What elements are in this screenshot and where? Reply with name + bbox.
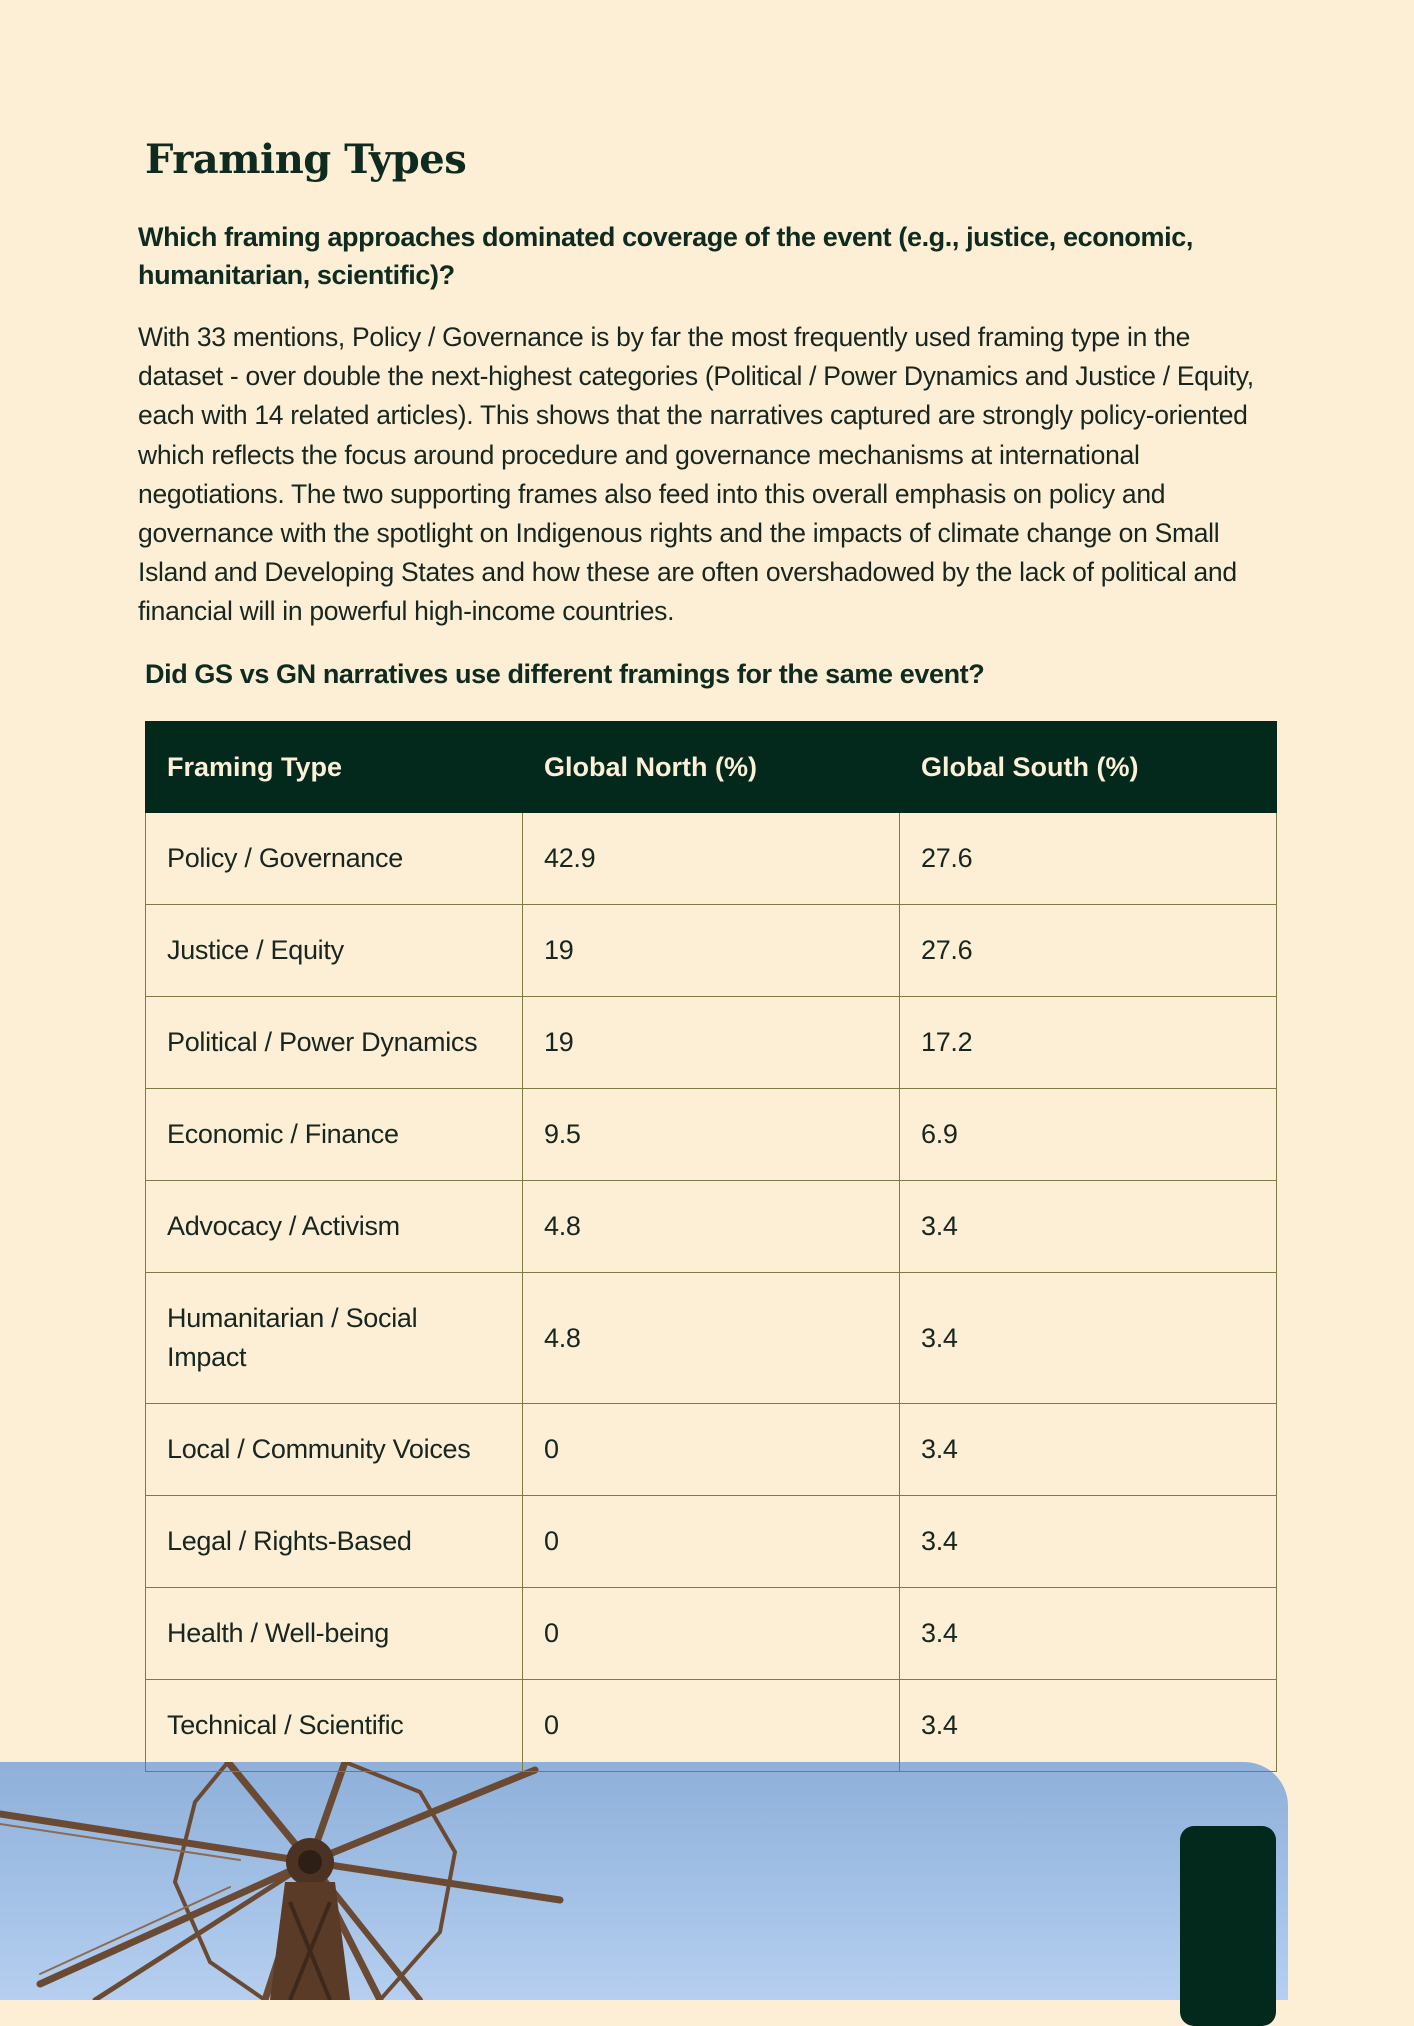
body-paragraph: With 33 mentions, Policy / Governance is by far the most frequently used framing type in the dataset - over double the next-highest categories (Political / Power Dynamics and Justice / Equity, each with 14 related articles). This shows that the narratives captured are strongly policy-oriented which reflects the focus around procedure and governance mechanisms at international negotiations. The two supporting frames also feed into this overall emphasis on policy and governance with the spotlight on Indigenous rights and the impacts of climate change on Small Island and Developing States and how these are often overshadowed by the lack of political and financial will in powerful high-income countries. [138, 322, 1254, 627]
table-row [146, 813, 1277, 905]
question-gs-vs-gn: Did GS vs GN narratives use different framings for the same event? [145, 659, 985, 689]
table-row [146, 1404, 1277, 1496]
cell-global-south: 3.4 [900, 1404, 1277, 1496]
cell-global-north: 42.9 [523, 813, 900, 905]
question-framing-approaches: Which framing approaches dominated coverage of the event (e.g., justice, economic, humanitarian, scientific)? [138, 222, 1193, 290]
header-global-south: Global South (%) [900, 722, 1277, 813]
table-row [146, 1273, 1277, 1404]
dark-tab-decoration [1180, 1826, 1276, 2026]
table-row [146, 1089, 1277, 1181]
table-row [146, 1496, 1277, 1588]
cell-global-south: 17.2 [900, 997, 1277, 1089]
cell-global-north: 4.8 [523, 1273, 900, 1404]
cell-framing-type: Humanitarian / Social Impact [146, 1273, 523, 1404]
cell-global-north: 0 [523, 1496, 900, 1588]
cell-global-south: 27.6 [900, 813, 1277, 905]
cell-global-south: 3.4 [900, 1588, 1277, 1680]
table-row [146, 997, 1277, 1089]
header-global-north: Global North (%) [523, 722, 900, 813]
cell-global-south: 3.4 [900, 1680, 1277, 1772]
cell-global-north: 0 [523, 1404, 900, 1496]
table-row [146, 1680, 1277, 1772]
cell-global-north: 19 [523, 997, 900, 1089]
cell-framing-type: Health / Well-being [146, 1588, 523, 1680]
cell-global-north: 19 [523, 905, 900, 997]
cell-global-south: 3.4 [900, 1496, 1277, 1588]
windmill-photo [0, 1762, 1288, 2000]
table-row [146, 905, 1277, 997]
windmill-illustration [0, 1762, 1288, 2000]
cell-global-south: 3.4 [900, 1273, 1277, 1404]
header-framing-type: Framing Type [146, 722, 523, 813]
cell-global-south: 3.4 [900, 1181, 1277, 1273]
cell-framing-type: Political / Power Dynamics [146, 997, 523, 1089]
cell-framing-type: Policy / Governance [146, 813, 523, 905]
table-row [146, 1181, 1277, 1273]
cell-global-north: 0 [523, 1680, 900, 1772]
cell-global-south: 27.6 [900, 905, 1277, 997]
cell-global-north: 4.8 [523, 1181, 900, 1273]
cell-framing-type: Legal / Rights-Based [146, 1496, 523, 1588]
cell-framing-type: Advocacy / Activism [146, 1181, 523, 1273]
cell-framing-type: Economic / Finance [146, 1089, 523, 1181]
cell-global-north: 0 [523, 1588, 900, 1680]
cell-global-south: 6.9 [900, 1089, 1277, 1181]
cell-framing-type: Technical / Scientific [146, 1680, 523, 1772]
page-title: Framing Types [145, 136, 467, 183]
table-row [146, 1588, 1277, 1680]
cell-global-north: 9.5 [523, 1089, 900, 1181]
cell-framing-type: Justice / Equity [146, 905, 523, 997]
framing-types-table [145, 721, 1277, 1772]
table-header-row [146, 722, 1277, 813]
cell-framing-type: Local / Community Voices [146, 1404, 523, 1496]
